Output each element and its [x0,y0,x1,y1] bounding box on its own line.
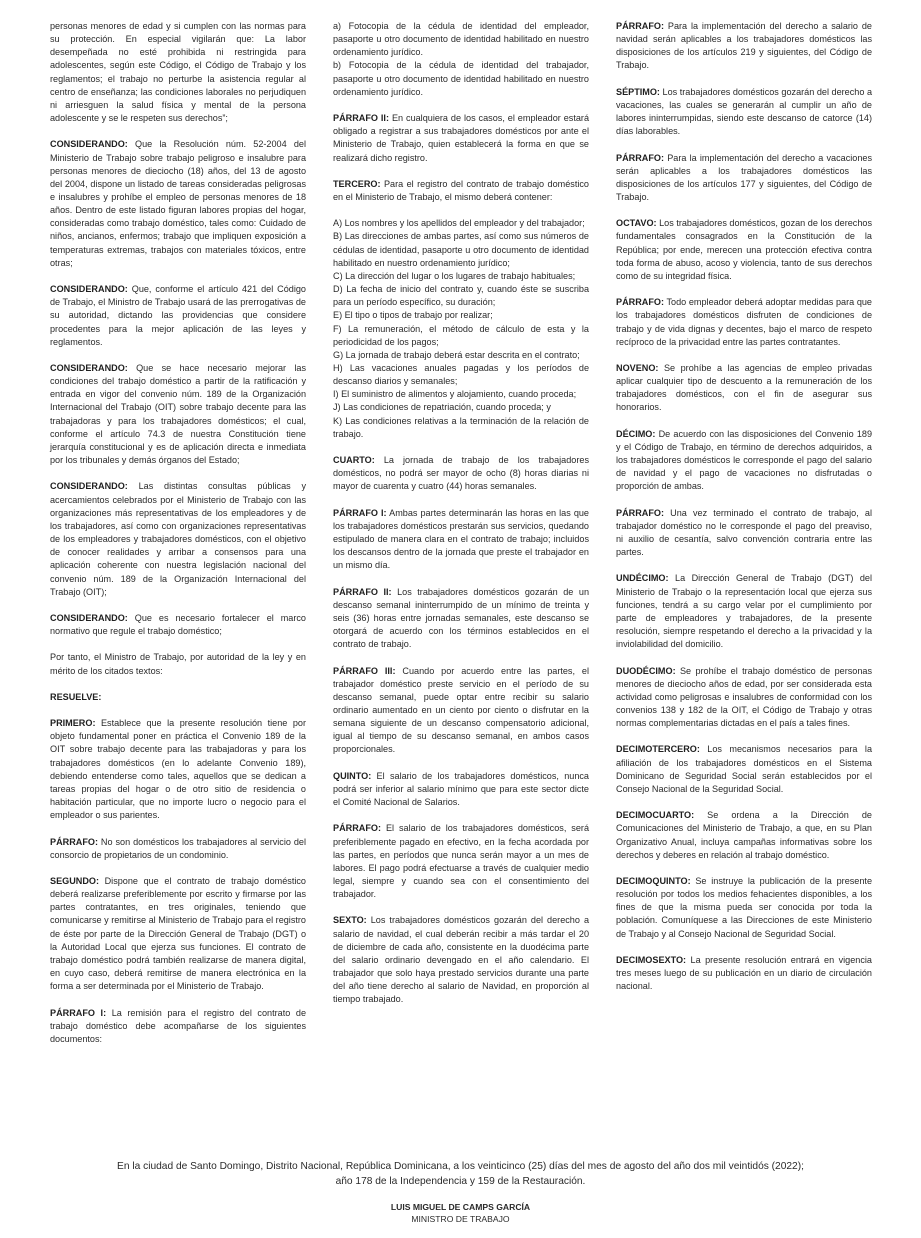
paragraph-text: Que, conforme el artículo 421 del Código de Trabajo, el Ministro de Trabajo usará de las prerrogativas de su autoridad, dictando las providencias que considere procedentes para la mejor aplicación de las leyes y reglamentos. [50,284,306,347]
paragraph-text: Todo empleador deberá adoptar medidas para que los trabajadores domésticos disfruten de condiciones de trabajo y de vida dignas y decentes, bajo el marco de respeto recíproco de la privacidad entre las partes contratantes. [616,297,872,347]
paragraph-text: Para el registro del contrato de trabajo doméstico en el Ministerio de Trabajo, el mismo deberá contener: [333,178,589,202]
paragraph [333,270,589,283]
article-heading: PÁRRAFO II: [333,586,392,597]
article-heading: PÁRRAFO I: [50,1007,107,1018]
signature-block [0,1202,921,1225]
paragraph [333,586,589,652]
article-heading: PÁRRAFO: [616,507,664,518]
paragraph [333,283,589,309]
paragraph [333,323,589,349]
article-heading: DECIMOSEXTO: [616,954,687,965]
paragraph-text: b) Fotocopia de la cédula de identidad del trabajador, pasaporte u otro documento de identidad habilitado en nuestro ordenamiento jurídico. [333,60,589,97]
paragraph [616,152,872,205]
paragraph [333,349,589,362]
paragraph [616,954,872,993]
article-heading: SÉPTIMO: [616,86,660,97]
paragraph-text: No son domésticos los trabajadores al servicio del consorcio de propietarios de un condominio. [50,836,306,860]
signer-name: LUIS MIGUEL DE CAMPS GARCÍA [390,1202,531,1212]
signer-title: MINISTRO DE TRABAJO [411,1213,510,1224]
article-heading: CONSIDERANDO: [50,481,128,492]
article-heading: RESUELVE: [50,691,102,702]
article-heading: CONSIDERANDO: [50,139,128,150]
paragraph [50,20,306,125]
paragraph-text: Los trabajadores domésticos gozarán de un descanso semanal ininterrumpido de un mínimo de treinta y seis (36) horas entre jornadas semanales, este descanso se otorgará de acuerdo con los términos establecidos en el contrato de trabajo. [333,586,589,650]
paragraph [333,401,589,414]
paragraph-text: personas menores de edad y si cumplen con las normas para su protección. En especial vigilarán que: La labor desempeñada no esté prohibida ni restringida para adolescentes, según este Código, el Código de Trabajo y los reglamentos; el trabajo no perturbe la asistencia regular al centro de enseñanza; las condiciones laborales no perjudiquen ni arriesguen la salud física y mental de la persona adolescente y se le respeten sus derechos”; [50,21,306,124]
paragraph [333,665,589,757]
closing-line-2: año 178 de la Independencia y 159 de la Restauración. [335,1175,586,1187]
paragraph-text: Las distintas consultas públicas y acercamientos celebrados por el Ministerio de Trabajo con las organizaciones más representativas de los empleadores y de los trabajadores, así como con organizaciones representativas de los empleadores y trabajadores domésticos, con el objetivo de conocer realidades y arribar a consensos para una aplicación coherente con nuestra legislación nacional del convenio núm. 189 de la Organización Internacional del Trabajo (OIT); [50,481,306,597]
article-heading: PÁRRAFO: [616,21,664,31]
article-heading: CONSIDERANDO: [50,363,128,374]
paragraph [50,283,306,349]
paragraph-text: H) Las vacaciones anuales pagadas y los períodos de descanso diarios y semanales; [333,363,589,387]
paragraph-text: K) Las condiciones relativas a la terminación de la relación de trabajo. [333,415,589,439]
paragraph [616,362,872,415]
paragraph [50,1007,306,1046]
paragraph [616,507,872,560]
article-heading: UNDÉCIMO: [616,573,669,584]
paragraph-text: Se prohíbe el trabajo doméstico de personas menores de dieciocho años de edad, por ser considerada esta actividad como peligrosas e insalubres de conformidad con los convenios 138 y 182 de la OIT, el Código de Trabajo y otras normas complementarias dictadas en el país a tales fines. [616,665,872,729]
paragraph-text: La remisión para el registro del contrato de trabajo doméstico debe acompañarse de los siguientes documentos: [50,1007,306,1044]
paragraph [50,717,306,822]
paragraph-text: I) El suministro de alimentos y alojamiento, cuando proceda; [333,389,577,400]
paragraph [333,309,589,322]
article-heading: TERCERO: [333,178,381,189]
paragraph-text: En cualquiera de los casos, el empleador estará obligado a registrar a sus trabajadores domésticos por ante el Ministerio de Trabajo, quien establecerá la forma en que se realizará dicho registro. [333,113,590,163]
article-heading: PÁRRAFO I: [333,507,387,518]
paragraph-text: El salario de los trabajadores domésticos, nunca podrá ser inferior al salario mínimo que para este sector dicte el Comité Nacional de Salarios. [333,770,589,808]
article-heading: CONSIDERANDO: [50,612,128,623]
paragraph [333,362,589,388]
paragraph-text: Establece que la presente resolución tiene por objeto fundamental poner en práctica el Convenio 189 de la OIT sobre trabajo decente para las trabajadoras y para los trabajadores domésticos (en lo adelante Convenio 189), debiendo entenderse como tales, aquellos que se dedican a tareas propias del hogar o de otro sitio de residencia o habitación particular, que no importe lucro o negocio para el empleador o sus parientes. [50,718,306,821]
paragraph [333,822,589,901]
article-heading: PÁRRAFO: [50,836,98,847]
article-heading: SEXTO: [333,915,367,926]
paragraph-text: D) La fecha de inicio del contrato y, cuando éste se suscriba para un período específico, su duración; [333,284,589,308]
paragraph-text: F) La remuneración, el método de cálculo de esta y la periodicidad de los pagos; [333,323,589,347]
article-heading: DÉCIMO: [616,428,656,439]
paragraph-text: Que la Resolución núm. 52-2004 del Ministerio de Trabajo sobre trabajo peligroso e insalubre para personas menores de dieciocho (18) años, del 13 de agosto del 2004, dispone un listado de tareas consideradas peligrosas e insalubres y prohíbe el empleo de personas menores de 18 años. Dentro de este listado figuran labores propias del hogar, consideradas como trabajo doméstico, tales como: Cuidado de niños, ancianos, enfermos; trabajo que impliquen exposición a temperaturas extremas, trabajos con materiales tóxicos, entre otras; [50,139,306,268]
paragraph [616,572,872,651]
paragraph [333,914,589,1006]
article-heading: DECIMOCUARTO: [616,810,695,821]
article-heading: CUARTO: [333,455,375,466]
paragraph-text: C) La dirección del lugar o los lugares de trabajo habituales; [333,270,576,281]
article-heading: PÁRRAFO II: [333,113,389,124]
article-heading: PÁRRAFO: [333,823,381,834]
paragraph-text: Para la implementación del derecho a vacaciones serán aplicables a los trabajadores domésticos las disposiciones de los artículos 177 y siguientes, del Código de Trabajo. [616,152,872,202]
paragraph-text: Se ordena a la Dirección de Comunicaciones del Ministerio de Trabajo, a que, en su Plan Organizativo Anual, incluya campañas informativas sobre los derechos y deberes en relación al trabajo doméstico. [616,810,872,860]
paragraph [50,836,306,862]
paragraph-text: Los trabajadores domésticos gozarán del derecho a vacaciones, las cuales se generarán al cumplir un año de labores ininterrumpidas, siendo este descanso de catorce (14) días laborables. [616,86,872,137]
article-heading: PÁRRAFO: [616,297,664,308]
paragraph-text: Los trabajadores domésticos gozarán del derecho a salario de navidad, el cual deberán recibir a más tardar el 20 de diciembre de cada año, consistente en la duodécima parte del salario ordinario devengado en el año calendario. El trabajador que solo haya prestado servicios durante una parte del año tiene derecho al salario de Navidad, en proporción al tiempo trabajado. [333,915,589,1005]
paragraph-text: Que se hace necesario mejorar las condiciones del trabajo doméstico a partir de la ratificación y entrada en vigor del convenio núm. 189 de la Organización Internacional del Trabajo (OIT) sobre trabajo decente para las trabajadoras y para los trabajadores domésticos; el cual, conforme el artículo 74.3 de nuestra Constitución tiene jerarquía constitucional y es de aplicación directa e inmediata por los tribunales y demás órganos del Estado; [50,363,306,466]
article-heading: DUODÉCIMO: [616,665,676,676]
paragraph-text: Una vez terminado el contrato de trabajo, al trabajador doméstico no le corresponde el pago del preaviso, ni auxilio de cesantía, salvo convención contraria entre las partes. [616,507,872,558]
paragraph [616,86,872,139]
paragraph [616,217,872,283]
paragraph [333,20,589,59]
paragraph-text: Se instruye la publicación de la presente resolución por todos los medios fehacientes disponibles, a los fines de que la misma pueda ser conocida por toda la población. Comuníquese a las Direcciones de este Ministerio de Trabajo y al Consejo Nacional de Seguridad Social. [616,875,872,939]
article-heading: OCTAVO: [616,218,657,229]
article-heading: DECIMOTERCERO: [616,744,700,755]
text-columns [50,20,872,1155]
paragraph [50,138,306,270]
paragraph-text: a) Fotocopia de la cédula de identidad del empleador, pasaporte u otro documento de identidad habilitado en nuestro ordenamiento jurídico. [333,21,589,58]
paragraph-text: Se prohíbe a las agencias de empleo privadas aplicar cualquier tipo de descuento a la remuneración de los trabajadores domésticos, con el fin de asegurar sus honorarios. [616,362,872,413]
paragraph-text: G) La jornada de trabajo deberá estar descrita en el contrato; [333,349,580,360]
paragraph [50,875,306,993]
column-middle [333,20,589,1155]
paragraph [333,388,589,401]
closing-statement [40,1160,881,1189]
paragraph [616,20,872,73]
paragraph-text: Cuando por acuerdo entre las partes, el trabajador doméstico preste servicio en el período de su descanso semanal, puede optar entre recibir su salario ordinario aumentado en un ciento por ciento o disfrutar en la semana siguiente de un descanso compensatorio adicional, igual al tiempo de su descanso semanal, en ambos casos proporcionales. [333,665,589,755]
paragraph-text: Dispone que el contrato de trabajo doméstico deberá realizarse preferiblemente por escrito y firmarse por las partes contratantes, en tres originales, teniendo que comunicarse y remitirse al Ministerio de Trabajo para el registro de éste por parte de la Dirección General de Trabajo (DGT) o la Autoridad Local que ejerza sus funciones. El contrato de trabajo doméstico podrá también realizarse de manera digital, en cuyo caso, deberá remitirse de manera electrónica en la forma a ser determinada por el Ministerio de Trabajo. [50,876,306,992]
column-right [616,20,872,1155]
paragraph [50,480,306,598]
paragraph-text: Para la implementación del derecho a salario de navidad serán aplicables a los trabajadores domésticos las disposiciones de los artículos 219 y siguientes, del Código de Trabajo. [616,21,872,71]
article-heading: PRIMERO: [50,718,96,729]
paragraph [333,770,589,809]
paragraph-text: B) Las direcciones de ambas partes, así como sus números de cédulas de identidad, pasaporte u otro documento de identidad habilitado en nuestro ordenamiento jurídico; [333,231,589,268]
article-heading: CONSIDERANDO: [50,284,128,295]
paragraph-text: El salario de los trabajadores domésticos, será preferiblemente pagado en efectivo, en la fecha acordada por las partes, en períodos que nunca serán mayor a un mes de labores. El pago podrá efectuarse a través de cualquier medio legal, siempre y cuando sea con el consentimiento del trabajador. [333,823,589,900]
paragraph-text: La presente resolución entrará en vigencia tres meses luego de su publicación en un diario de circulación nacional. [616,954,872,992]
paragraph [50,362,306,467]
paragraph [333,415,589,441]
paragraph [616,665,872,731]
paragraph-text: Los trabajadores domésticos, gozan de los derechos fundamentales consagrados en la Constitución de la República; por ende, merecen una protección efectiva contra toda forma de abuso, acoso y violencia, tanto de sus derechos como de su integridad física. [616,218,872,281]
paragraph-text: Ambas partes determinarán las horas en las que los trabajadores domésticos prestarán sus servicios, quedando estipulado de manera clara en el contrato de trabajo; incluidos los descansos dentro de la jornada que preste el trabajador en un mismo día. [333,507,589,571]
paragraph-text: Que es necesario fortalecer el marco normativo que regule el trabajo doméstico; [50,612,306,637]
paragraph [616,428,872,494]
article-heading: QUINTO: [333,770,372,781]
paragraph-text: La jornada de trabajo de los trabajadores domésticos, no podrá ser mayor de ocho (8) horas diarias ni mayor de cuarenta y cuatro (44) horas semanales. [333,455,589,492]
article-heading: DECIMOQUINTO: [616,875,691,886]
closing-line-1: En la ciudad de Santo Domingo, Distrito Nacional, República Dominicana, a los veinticinco (25) días del mes de agosto del año dos mil veintidós (2022); [117,1161,804,1172]
paragraph [333,112,589,165]
article-heading: SEGUNDO: [50,876,100,886]
paragraph-text: J) Las condiciones de repatriación, cuando proceda; y [333,402,551,413]
paragraph [333,178,589,204]
paragraph [616,743,872,796]
paragraph [50,691,306,704]
column-left [50,20,306,1155]
paragraph-text: E) El tipo o tipos de trabajo por realizar; [333,310,493,321]
paragraph [616,875,872,941]
paragraph-text: La Dirección General de Trabajo (DGT) del Ministerio de Trabajo o la representación local que ejerza sus funciones, tendrá a su cargo velar por el cumplimiento por parte de empleadores y trabajadores, de la presente resolución, siempre respetando el derecho a la privacidad y la inviolabilidad del domicilio. [616,573,872,650]
paragraph [50,651,306,677]
article-heading: NOVENO: [616,362,659,373]
paragraph-text: A) Los nombres y los apellidos del empleador y del trabajador; [333,218,585,229]
article-heading: PÁRRAFO III: [333,665,396,676]
paragraph [333,230,589,269]
paragraph-text: Por tanto, el Ministro de Trabajo, por autoridad de la ley y en mérito de los citados textos: [50,652,306,676]
paragraph-text: De acuerdo con las disposiciones del Convenio 189 y el Código de Trabajo, en término de derechos adquiridos, a los trabajadores domésticos le corresponde el pago del salario de navidad y el pago de vacaciones no disfrutadas o proporción de ambas. [616,428,872,492]
paragraph [333,507,589,573]
paragraph-text: Los mecanismos necesarios para la afiliación de los trabajadores domésticos en el Sistema Dominicano de Seguridad Social serán establecidos por el Consejo Nacional de la Seguridad Social. [616,744,872,794]
article-heading: PÁRRAFO: [616,152,664,163]
paragraph [333,454,589,493]
paragraph [616,809,872,862]
paragraph [50,612,306,638]
paragraph [333,217,589,230]
paragraph [333,59,589,98]
paragraph [616,296,872,349]
